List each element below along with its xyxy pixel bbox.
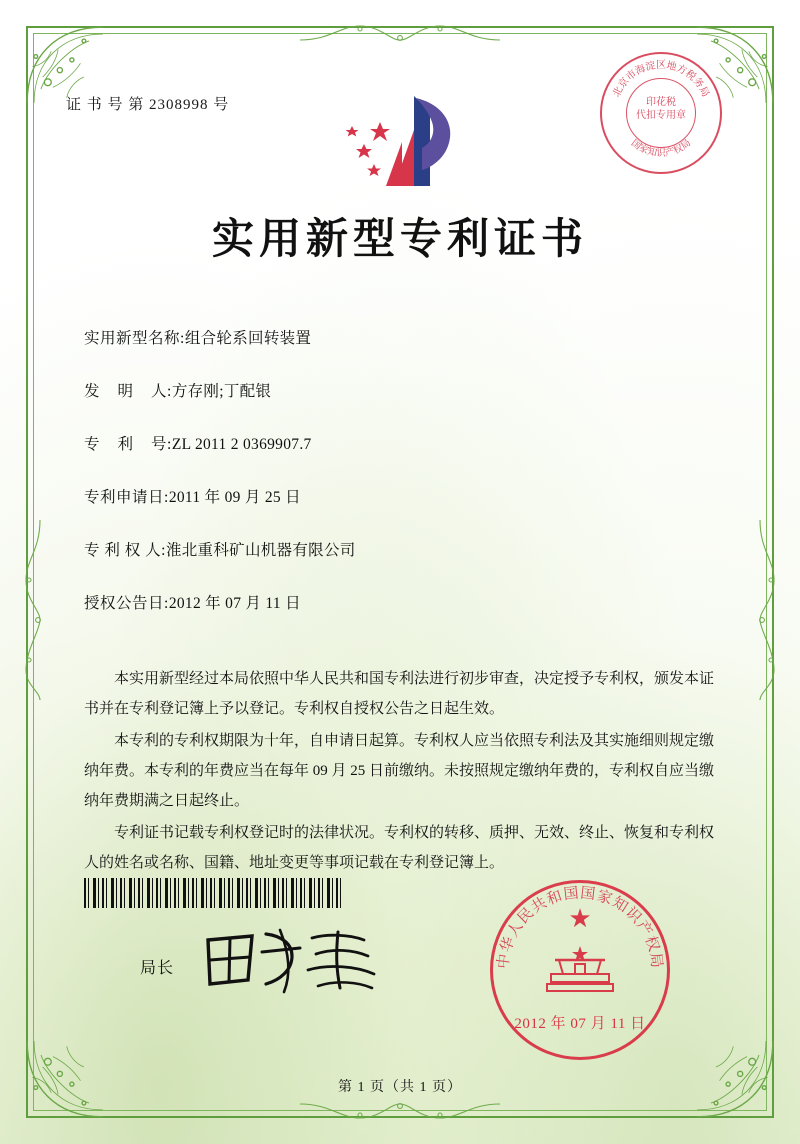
sipo-logo-icon	[330, 86, 470, 196]
field-value: 组合轮系回转装置	[184, 330, 312, 347]
field-list	[84, 326, 724, 644]
signature-label: 局长	[140, 960, 175, 977]
field-value: 方存刚;丁配银	[171, 383, 272, 400]
field-value: ZL 2011 2 0369907.7	[171, 436, 312, 453]
edge-ornament-icon	[300, 20, 500, 46]
signature-mark	[196, 922, 396, 1002]
field-value: 淮北重科矿山机器有限公司	[165, 542, 356, 559]
field-row	[84, 485, 724, 507]
field-row	[84, 379, 724, 401]
seal-date: 2012 年 07 月 11 日	[514, 1016, 646, 1032]
field-label: 专 利 权 人:	[84, 542, 166, 559]
field-row	[84, 538, 724, 560]
field-label: 授权公告日:	[84, 595, 169, 612]
edge-ornament-icon	[300, 1098, 500, 1124]
svg-text:国家知识产权局: 国家知识产权局	[628, 138, 694, 159]
svg-text:中华人民共和国国家知识产权局: 中华人民共和国国家知识产权局	[495, 885, 665, 970]
seal-line-1: 印花税	[646, 97, 676, 108]
page-title: 实用新型专利证书	[211, 217, 588, 263]
national-emblem-icon	[541, 944, 619, 1000]
field-row	[84, 326, 724, 348]
field-row	[84, 432, 724, 454]
official-seal	[490, 880, 670, 1060]
paragraph: 专利证书记载专利权登记时的法律状况。专利权的转移、质押、无效、终止、恢复和专利权人的姓名或名称、国籍、地址变更等事项记载在专利登记簿上。	[84, 825, 715, 871]
seal-center-text	[600, 96, 722, 122]
certificate-number: 证 书 号 第 2308998 号	[66, 97, 230, 113]
edge-ornament-icon	[754, 520, 780, 700]
field-value: 2011 年 09 月 25 日	[168, 489, 301, 506]
seal-line-2: 代扣专用章	[636, 110, 686, 121]
barcode	[84, 878, 342, 908]
paragraph: 本实用新型经过本局依照中华人民共和国专利法进行初步审查，决定授予专利权，颁发本证书并在专利登记簿上予以登记。专利权自授权公告之日起生效。	[84, 671, 715, 717]
field-label: 专利申请日:	[84, 489, 169, 506]
edge-ornament-icon	[20, 520, 46, 700]
tax-stamp-seal	[600, 52, 722, 174]
field-label: 专 利 号:	[84, 436, 172, 453]
body-text	[84, 664, 714, 880]
svg-text:北京市海淀区地方税务局: 北京市海淀区地方税务局	[611, 60, 711, 99]
field-value: 2012 年 07 月 11 日	[168, 595, 301, 612]
paragraph: 本专利的专利权期限为十年，自申请日起算。专利权人应当依照专利法及其实施细则规定缴纳年费。本专利的年费应当在每年 09 月 25 日前缴纳。未按照规定缴纳年费的，专利权自应当缴纳年费期满之日起终止。	[84, 733, 715, 809]
star-icon: ★	[568, 904, 592, 933]
field-label: 发 明 人:	[84, 383, 172, 400]
field-label: 实用新型名称:	[84, 330, 185, 347]
page-footer: 第 1 页（共 1 页）	[338, 1080, 462, 1095]
field-row	[84, 591, 724, 613]
